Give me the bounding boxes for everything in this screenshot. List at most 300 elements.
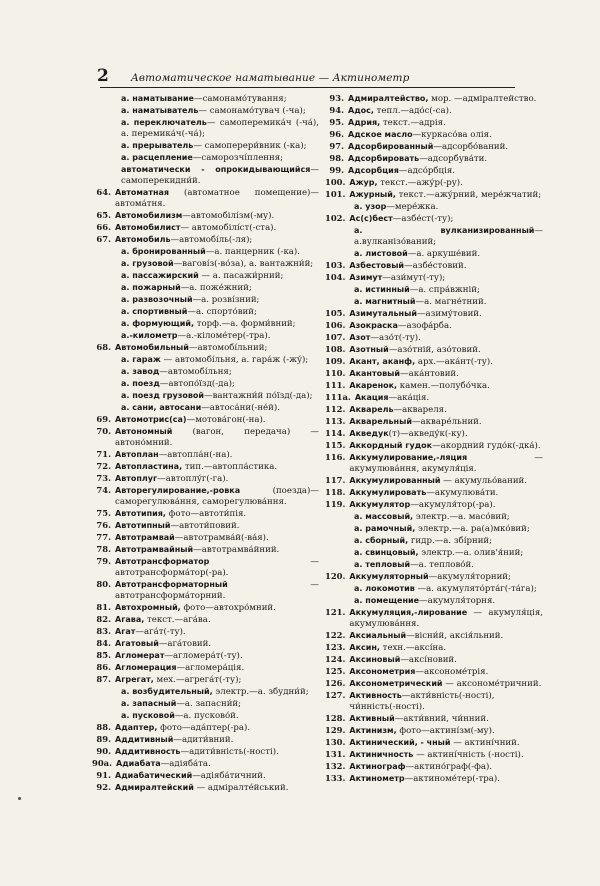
entry-translation: камен.—полубо́чка. xyxy=(397,381,490,391)
entry-number: 123. xyxy=(325,642,346,652)
entry-number: 111. xyxy=(325,380,346,390)
entry-text xyxy=(115,306,319,318)
entry-translation: —а. розві́зний; xyxy=(192,295,260,305)
entry-text xyxy=(349,260,543,272)
entry-headword: Автоматная xyxy=(115,188,170,197)
entry-number: 83. xyxy=(96,626,111,636)
dictionary-entry xyxy=(92,282,319,294)
entry-headword: Автономный xyxy=(115,427,173,436)
entry-text xyxy=(348,129,543,141)
dictionary-entry xyxy=(325,737,543,749)
entry-translation: —акордний гудо́к(-дка́). xyxy=(432,441,541,451)
entry-text xyxy=(349,630,543,642)
entry-number: 64. xyxy=(96,187,111,197)
entry-number: 71. xyxy=(96,449,111,459)
entry-headword: а. спортивный xyxy=(121,307,188,316)
entry-translation: —автопо́їзд(-да); xyxy=(159,379,235,389)
entry-headword: а. наматывание xyxy=(121,94,194,103)
dictionary-entry xyxy=(325,201,543,213)
entry-text xyxy=(349,654,543,666)
entry-translation: —азо́т(-ту). xyxy=(370,333,421,343)
page-number: 2 xyxy=(97,66,109,86)
entry-translation: —вагові́з(-во́за), а. вантажни́й; xyxy=(173,259,314,269)
entry-number: 108. xyxy=(325,344,346,354)
entry-text xyxy=(348,547,543,559)
entry-headword: Агатовый xyxy=(115,639,159,648)
entry-text xyxy=(115,449,319,461)
entry-headword: Азимут xyxy=(349,273,383,282)
dictionary-entry xyxy=(92,342,319,354)
entry-number: 81. xyxy=(96,602,111,612)
entry-text xyxy=(349,213,543,225)
entry-headword: Ажур, xyxy=(349,178,378,187)
dictionary-entry xyxy=(325,523,543,535)
entry-number: 69. xyxy=(96,414,111,424)
entry-translation: —а. пусково́й. xyxy=(174,711,239,721)
entry-number: 79. xyxy=(96,556,111,566)
entry-translation: —адіяба́тичний. xyxy=(192,771,266,781)
entry-translation: —акумуля́тор(-ра). xyxy=(410,500,496,510)
entry-headword: а. рамочный, xyxy=(354,524,416,533)
entry-headword: а. листовой xyxy=(354,249,408,258)
entry-translation: —адити́вний. xyxy=(173,735,234,745)
entry-number: 99. xyxy=(329,165,344,175)
entry-translation: — адміралте́йський. xyxy=(193,783,289,793)
dictionary-entry xyxy=(92,556,319,579)
entry-text xyxy=(349,332,543,344)
dictionary-entry xyxy=(92,734,319,746)
entry-translation: — автотрансформа́тор(-ра). xyxy=(115,557,319,578)
entry-translation: —автоплу́г(-га). xyxy=(157,474,229,484)
entry-text xyxy=(115,662,319,674)
dictionary-entry xyxy=(325,344,543,356)
entry-headword: а. формующий, xyxy=(121,319,195,328)
entry-translation: —автотрамва́й(-ва́я). xyxy=(174,533,269,543)
entry-headword: а.-километр xyxy=(121,331,178,340)
dictionary-entry xyxy=(92,638,319,650)
entry-headword: а. пассажирский xyxy=(121,271,199,280)
dictionary-entry xyxy=(325,583,543,595)
entry-headword: Автоплуг xyxy=(115,474,158,483)
entry-headword: Адрия, xyxy=(348,118,381,127)
dictionary-entry xyxy=(92,402,319,414)
entry-translation: —автомобі́льний; xyxy=(188,343,268,353)
entry-headword: Адиабата xyxy=(116,759,161,768)
dictionary-entry xyxy=(325,607,543,630)
entry-number: 67. xyxy=(96,234,111,244)
entry-text xyxy=(115,770,319,782)
entry-number: 72. xyxy=(96,461,111,471)
entry-translation: — самоперери́вник (-ка); xyxy=(193,141,307,151)
entry-headword: Акварельный xyxy=(349,417,412,426)
entry-headword: Азимутальный xyxy=(349,309,417,318)
entry-text xyxy=(115,626,319,638)
entry-translation: —а. панцерник (-ка). xyxy=(205,247,301,257)
dictionary-entry xyxy=(325,761,543,773)
entry-text xyxy=(348,201,543,213)
entry-translation: фото—автоти́пія. xyxy=(165,509,247,519)
entry-translation: — а. пасажи́рний; xyxy=(198,271,284,281)
entry-headword: Адмиралтейство, xyxy=(348,94,429,103)
dictionary-entry xyxy=(92,485,319,508)
entry-text xyxy=(115,210,319,222)
entry-translation: —актиноме́тер(-тра). xyxy=(404,774,500,784)
entry-headword: Аккумулировать xyxy=(349,488,427,497)
dictionary-entry xyxy=(325,559,543,571)
entry-headword: Автомобиль xyxy=(115,235,171,244)
entry-translation: —автоти́повий. xyxy=(170,521,240,531)
entry-text xyxy=(115,520,319,532)
dictionary-entry xyxy=(325,713,543,725)
entry-headword: а. помещение xyxy=(354,596,420,605)
dictionary-entry xyxy=(92,758,319,770)
entry-text xyxy=(115,508,319,520)
entry-headword: Адиабатический xyxy=(115,771,193,780)
dictionary-entry xyxy=(92,246,319,258)
entry-text xyxy=(115,222,319,234)
entry-headword: Агрегат, xyxy=(115,675,154,684)
dictionary-entry xyxy=(92,258,319,270)
entry-text xyxy=(115,614,319,626)
entry-number: 111а. xyxy=(325,392,351,402)
entry-text xyxy=(348,93,543,105)
entry-number: 93. xyxy=(329,93,344,103)
entry-text xyxy=(115,782,319,794)
dictionary-entry xyxy=(325,654,543,666)
dictionary-entry xyxy=(325,487,543,499)
dictionary-entry xyxy=(325,440,543,452)
entry-translation: — актині́чність (-ності). xyxy=(413,750,524,760)
entry-number: 130. xyxy=(325,737,346,747)
entry-headword: Ажурный, xyxy=(349,190,396,199)
entry-text xyxy=(349,487,543,499)
entry-number: 78. xyxy=(96,544,111,554)
entry-headword: Активность xyxy=(349,691,402,700)
dictionary-entry xyxy=(325,272,543,284)
entry-text xyxy=(349,320,543,332)
entry-text xyxy=(115,544,319,556)
entry-translation: —азбе́ст(-ту); xyxy=(392,214,454,224)
entry-headword: а. локомотив xyxy=(354,584,415,593)
entry-number: 132. xyxy=(325,761,346,771)
dictionary-entry xyxy=(325,153,543,165)
entry-number: 75. xyxy=(96,508,111,518)
entry-number: 110. xyxy=(325,368,346,378)
entry-headword: а. поезд грузовой xyxy=(121,391,204,400)
right-column xyxy=(325,93,543,785)
entry-number: 106. xyxy=(325,320,346,330)
entry-number: 90. xyxy=(96,746,111,756)
entry-headword: Акант, аканф, xyxy=(349,357,416,366)
entry-headword: Адаптер, xyxy=(115,723,158,732)
entry-headword: Агломерат xyxy=(115,651,165,660)
entry-headword: Агат xyxy=(115,627,136,636)
entry-headword: Адсорбировать xyxy=(348,154,420,163)
dictionary-entry xyxy=(92,722,319,734)
entry-headword: Адсорбированный xyxy=(348,142,434,151)
entry-number: 109. xyxy=(325,356,346,366)
entry-headword: Аксиальный xyxy=(349,631,407,640)
dictionary-entry xyxy=(92,187,319,210)
entry-translation: —ази́мут(-ту); xyxy=(382,273,446,283)
entry-text xyxy=(115,426,319,449)
dictionary-entry xyxy=(92,117,319,140)
entry-translation: —азофа́рба. xyxy=(397,321,452,331)
dictionary-entry xyxy=(325,213,543,225)
entry-headword: Аддитивность xyxy=(115,747,181,756)
entry-text xyxy=(349,761,543,773)
entry-text xyxy=(349,416,543,428)
entry-text xyxy=(115,246,319,258)
entry-number: 104. xyxy=(325,272,346,282)
entry-headword: Автотрансформаторный xyxy=(115,580,228,589)
dictionary-entry xyxy=(325,404,543,416)
entry-translation: — аксономе́тричний. xyxy=(442,679,542,689)
dictionary-entry xyxy=(92,294,319,306)
dictionary-entry xyxy=(92,390,319,402)
entry-text xyxy=(115,187,319,210)
entry-translation: —автомобі́ль(-ля); xyxy=(170,235,253,245)
entry-number: 98. xyxy=(329,153,344,163)
entry-translation: текст.—ажу́рний, мере́жчатий; xyxy=(395,190,542,200)
entry-text xyxy=(349,607,543,630)
entry-text xyxy=(349,666,543,678)
entry-text xyxy=(115,93,319,105)
dictionary-entry xyxy=(325,678,543,690)
entry-text xyxy=(349,725,543,737)
entry-text xyxy=(348,535,543,547)
entry-headword: Автомобильный xyxy=(115,343,189,352)
entry-headword: Актинограф xyxy=(349,762,406,771)
entry-translation: — самонамо́тувач (-ча); xyxy=(198,106,306,116)
page-header xyxy=(97,66,517,86)
entry-text xyxy=(349,452,543,475)
entry-text xyxy=(349,737,543,749)
entry-text xyxy=(348,511,543,523)
entry-text xyxy=(115,270,319,282)
entry-headword: а. магнитный xyxy=(354,297,416,306)
entry-headword: Акаренок, xyxy=(349,381,398,390)
entry-translation: —автомобі́льня; xyxy=(159,367,232,377)
entry-text xyxy=(349,475,543,487)
entry-text xyxy=(115,485,319,508)
entry-translation: фото—автохро́мний. xyxy=(180,603,276,613)
dictionary-entry xyxy=(92,330,319,342)
dictionary-entry xyxy=(325,177,543,189)
dictionary-entry xyxy=(92,461,319,473)
entry-number: 82. xyxy=(96,614,111,624)
entry-text xyxy=(115,140,319,152)
entry-translation: —акти́вність(-ності), чи́нність(-ності). xyxy=(349,691,495,712)
header-rule xyxy=(100,87,515,88)
entry-headword: Азот xyxy=(349,333,371,342)
entry-text xyxy=(115,342,319,354)
dictionary-entry xyxy=(92,614,319,626)
entry-headword: а. гараж xyxy=(121,355,161,364)
entry-translation: — автотрансформа́торний. xyxy=(115,580,319,601)
entry-translation: —аксономе́трія. xyxy=(415,667,489,677)
entry-text xyxy=(116,758,319,770)
entry-translation: электр.—а. ра(а)мко́вий; xyxy=(415,524,530,534)
dictionary-entry xyxy=(325,452,543,475)
dictionary-entry xyxy=(92,270,319,282)
dictionary-entry xyxy=(325,189,543,201)
entry-headword: Актинометр xyxy=(349,774,405,783)
entry-number: 103. xyxy=(325,260,346,270)
entry-text xyxy=(348,595,543,607)
entry-translation: —агломера́т(-ту). xyxy=(164,651,243,661)
dictionary-entry xyxy=(325,595,543,607)
entry-text xyxy=(115,722,319,734)
entry-headword: а. запасный xyxy=(121,699,177,708)
entry-translation: —а.вулканізо́ваний; xyxy=(354,226,543,247)
left-column xyxy=(92,93,319,794)
entry-number: 127. xyxy=(325,690,346,700)
dictionary-entry xyxy=(325,284,543,296)
entry-text xyxy=(348,225,543,248)
entry-translation: техн.—аксі́на. xyxy=(379,643,447,653)
entry-number: 117. xyxy=(325,475,346,485)
entry-text xyxy=(349,308,543,320)
entry-headword: Автотрамвай xyxy=(115,533,175,542)
entry-text xyxy=(115,390,319,402)
entry-translation: —автотрамва́йний. xyxy=(193,545,280,555)
entry-number: 116. xyxy=(325,452,346,462)
entry-translation: —адіяба́та. xyxy=(160,759,211,769)
entry-text xyxy=(348,165,543,177)
entry-text xyxy=(115,318,319,330)
entry-translation: арх.—ака́нт(-ту). xyxy=(415,357,493,367)
entry-translation: —а. аркуше́вий. xyxy=(407,249,481,259)
dictionary-entry xyxy=(325,93,543,105)
entry-headword: а. истинный xyxy=(354,285,410,294)
entry-text xyxy=(349,189,543,201)
entry-headword: а. переключатель xyxy=(121,118,207,127)
entry-text xyxy=(348,141,543,153)
entry-translation: —ага́т(-ту). xyxy=(135,627,186,637)
entry-text xyxy=(348,284,543,296)
entry-translation: —самоперекидни́й. xyxy=(121,165,319,186)
entry-number: 114. xyxy=(325,428,346,438)
dictionary-entry xyxy=(325,105,543,117)
dictionary-entry xyxy=(325,630,543,642)
entry-translation: —саморозчі́плення; xyxy=(192,153,284,163)
entry-headword: а. вулканизированный xyxy=(354,226,535,235)
entry-number: 102. xyxy=(325,213,346,223)
dictionary-entry xyxy=(92,164,319,187)
entry-headword: а. возбудительный, xyxy=(121,687,213,696)
entry-number: 80. xyxy=(96,579,111,589)
dictionary-entry xyxy=(92,93,319,105)
entry-text xyxy=(348,117,543,129)
entry-translation: текст.—адрія. xyxy=(380,118,446,128)
entry-number: 87. xyxy=(96,674,111,684)
entry-headword: Автомотрис(са) xyxy=(115,415,187,424)
entry-text xyxy=(349,571,543,583)
entry-text xyxy=(115,105,319,117)
dictionary-entry xyxy=(92,650,319,662)
entry-text xyxy=(349,380,543,392)
entry-headword: Автотипия, xyxy=(115,509,166,518)
entry-number: 68. xyxy=(96,342,111,352)
entry-headword: а. узор xyxy=(354,202,387,211)
entry-translation: мех.—агрега́т(-ту); xyxy=(153,675,242,685)
entry-text xyxy=(115,414,319,426)
entry-translation: —а. магне́тний. xyxy=(415,297,487,307)
dictionary-entry xyxy=(325,225,543,248)
entry-number: 133. xyxy=(325,773,346,783)
entry-headword: Автомобилизм xyxy=(115,211,183,220)
dictionary-entry xyxy=(325,117,543,129)
running-title: Автоматическое наматывание — Актинометр xyxy=(130,72,410,84)
dictionary-entry xyxy=(325,547,543,559)
entry-headword: Автотрансформатор xyxy=(115,557,210,566)
entry-number: 77. xyxy=(96,532,111,542)
dictionary-entry xyxy=(92,602,319,614)
entry-headword: Аккумуляция,-лирование xyxy=(349,608,468,617)
dictionary-entry xyxy=(325,392,543,404)
entry-text xyxy=(115,579,319,602)
entry-number: 115. xyxy=(325,440,346,450)
dictionary-entry xyxy=(92,782,319,794)
entry-number: 126. xyxy=(325,678,346,688)
entry-text xyxy=(349,344,543,356)
dictionary-entry xyxy=(325,749,543,761)
entry-translation: фото—актині́зм(-му). xyxy=(396,726,495,736)
entry-headword: Акварель xyxy=(349,405,394,414)
dictionary-entry xyxy=(92,140,319,152)
entry-text xyxy=(349,272,543,284)
entry-headword: а. завод xyxy=(121,367,160,376)
entry-headword: а. пусковой xyxy=(121,711,175,720)
entry-headword: а. сани, автосани xyxy=(121,403,202,412)
dictionary-entry xyxy=(325,141,543,153)
entry-translation: —ака́нтовий. xyxy=(400,369,459,379)
dictionary-entry xyxy=(325,666,543,678)
entry-translation: электр.—а. масо́вий; xyxy=(413,512,510,522)
entry-translation: —а. теплово́й. xyxy=(410,560,474,570)
entry-text xyxy=(349,642,543,654)
dictionary-entry xyxy=(92,532,319,544)
dictionary-entry xyxy=(325,475,543,487)
entry-translation: (автоматное помещение)—автома́тня. xyxy=(115,188,319,209)
dictionary-entry xyxy=(92,698,319,710)
dictionary-entry xyxy=(325,332,543,344)
entry-translation: —а. акумулято́рта́г(-та́га); xyxy=(414,584,537,594)
entry-translation: — акумуля́ція, акумулюва́ння. xyxy=(349,608,543,629)
dictionary-entry xyxy=(325,690,543,713)
dictionary-entry xyxy=(325,368,543,380)
entry-headword: Агава, xyxy=(115,615,145,624)
entry-number: 112. xyxy=(325,404,346,414)
entry-number: 107. xyxy=(325,332,346,342)
entry-text xyxy=(115,734,319,746)
entry-number: 85. xyxy=(96,650,111,660)
entry-translation: электр.—а. збудни́й; xyxy=(212,687,309,697)
entry-translation: — самоперемика́ч (-ча́), а. перемика́ч(-ча́); xyxy=(121,118,319,139)
entry-text xyxy=(115,330,319,342)
entry-headword: а. пожарный xyxy=(121,283,181,292)
entry-text xyxy=(348,153,543,165)
entry-headword: Актиничность xyxy=(349,750,414,759)
dictionary-entry xyxy=(92,746,319,758)
entry-translation: —адити́вність(-ності). xyxy=(180,747,279,757)
entry-number: 95. xyxy=(329,117,344,127)
entry-translation: —самонамо́тування; xyxy=(193,94,287,104)
entry-number: 90а. xyxy=(92,758,112,768)
dictionary-entry xyxy=(325,356,543,368)
entry-translation: (вагон, передача) — автоно́мний. xyxy=(115,427,319,448)
